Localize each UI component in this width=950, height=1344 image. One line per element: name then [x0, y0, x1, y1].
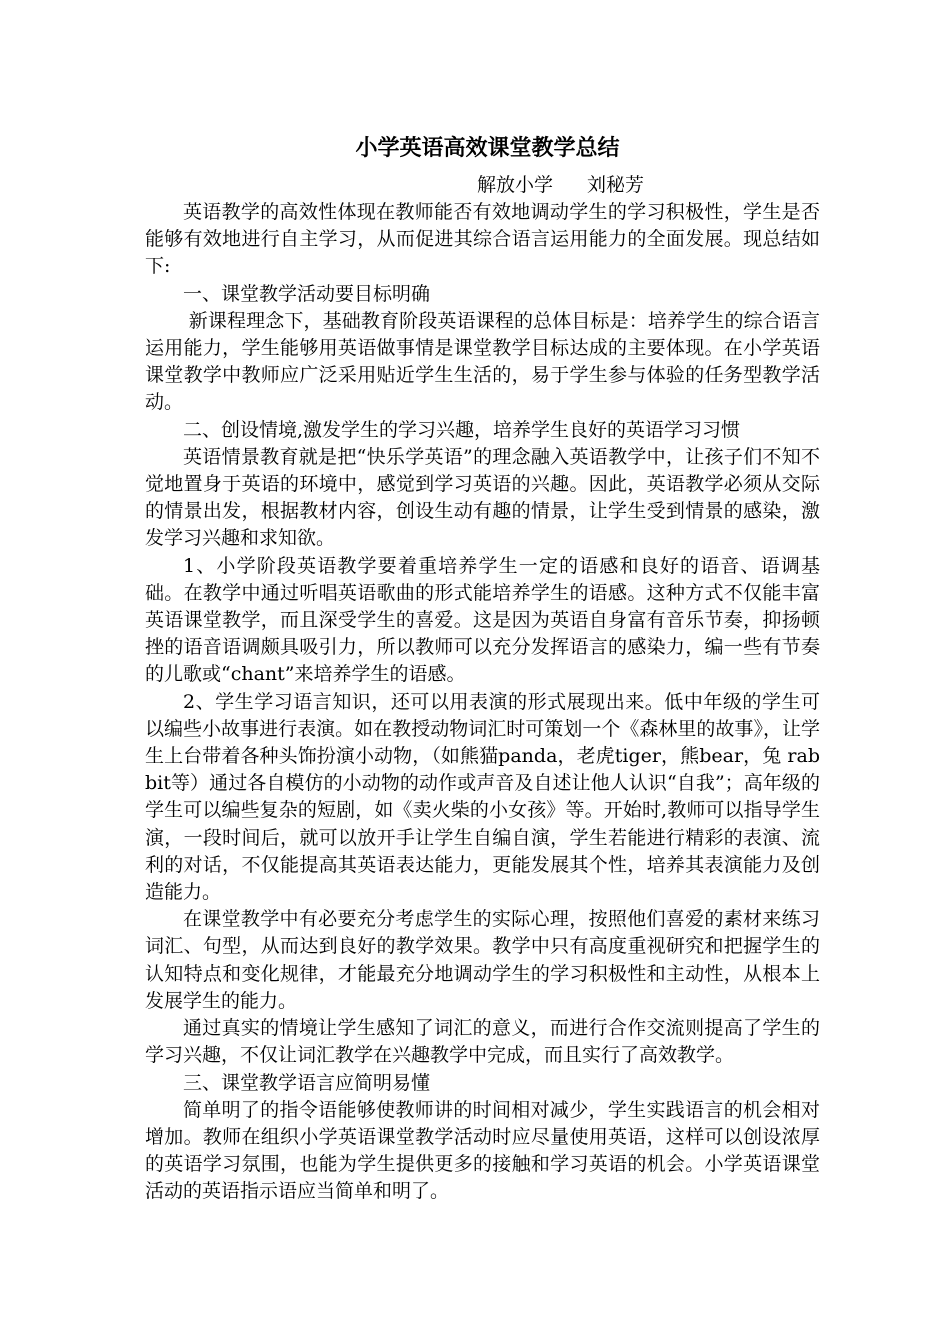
paragraph-section-3: 简单明了的指令语能够使教师讲的时间相对减少，学生实践语言的机会相对增加。教师在组织小学英语课堂教学活动时应尽量使用英语，这样可以创设浓厚的英语学习氛围，也能为学生提供更多的接触和学习英语的机会。小学英语课堂活动的英语指示语应当简单和明了。	[145, 1098, 820, 1203]
paragraph-section-1: 新课程理念下，基础教育阶段英语课程的总体目标是：培养学生的综合语言运用能力，学生能够用英语做事情是课堂教学目标达成的主要体现。在小学英语课堂教学中教师应广泛采用贴近学生生活的，易于学生参与体验的任务型教学活动。	[145, 309, 820, 414]
author-line	[145, 172, 820, 199]
author-name: 刘秘芳	[587, 174, 645, 196]
paragraph-vocabulary: 通过真实的情境让学生感知了词汇的意义，而进行合作交流则提高了学生的学习兴趣，不仅让词汇教学在兴趣教学中完成，而且实行了高效教学。	[145, 1017, 820, 1067]
section-heading-2: 二、创设情境,激发学生的学习兴趣，培养学生良好的英语学习习惯	[183, 418, 741, 441]
paragraph-intro: 英语教学的高效性体现在教师能否有效地调动学生的学习积极性，学生是否能够有效地进行自主学习，从而促进其综合语言运用能力的全面发展。现总结如下:	[145, 201, 820, 278]
paragraph-psychology: 在课堂教学中有必要充分考虑学生的实际心理，按照他们喜爱的素材来练习词汇、句型，从而达到良好的教学效果。教学中只有高度重视研究和把握学生的认知特点和变化规律，才能最充分地调动学生的学习积极性和主动性，从根本上发展学生的能力。	[145, 908, 820, 1012]
school-name: 解放小学	[477, 174, 554, 196]
paragraph-point-2: 2、学生学习语言知识，还可以用表演的形式展现出来。低中年级的学生可以编些小故事进行表演。如在教授动物词汇时可策划一个《森林里的故事》，让学生上台带着各种头饰扮演小动物，（如熊猫panda，老虎tiger，熊bear，兔 rabbit等）通过各自模仿的小动物的动作或声音及自述让他人认识“自我”；高年级的学生可以编些复杂的短剧，如《卖火柴的小女孩》等。开始时,教师可以指导学生演，一段时间后，就可以放开手让学生自编自演，学生若能进行精彩的表演、流利的对话，不仅能提高其英语表达能力，更能发展其个性，培养其表演能力及创造能力。	[145, 690, 820, 904]
paragraph-point-1: 1、小学阶段英语教学要着重培养学生一定的语感和良好的语音、语调基础。在教学中通过听唱英语歌曲的形式能培养学生的语感。这种方式不仅能丰富英语课堂教学，而且深受学生的喜爱。这是因为英语自身富有音乐节奏，抑扬顿挫的语音语调颇具吸引力，所以教师可以充分发挥语言的感染力，编一些有节奏的儿歌或“chant”来培养学生的语感。	[145, 554, 820, 686]
document-body	[145, 134, 820, 1206]
section-heading-1: 一、课堂教学活动要目标明确	[183, 282, 431, 305]
document-title: 小学英语高效课堂教学总结	[355, 136, 620, 161]
section-heading-3: 三、课堂教学语言应简明易懂	[183, 1071, 431, 1094]
paragraph-section-2: 英语情景教育就是把“快乐学英语”的理念融入英语教学中，让孩子们不知不觉地置身于英语的环境中，感觉到学习英语的兴趣。因此，英语教学必须从交际的情景出发，根据教材内容，创设生动有趣的情景，让学生受到情景的感染，激发学习兴趣和求知欲。	[145, 445, 820, 550]
